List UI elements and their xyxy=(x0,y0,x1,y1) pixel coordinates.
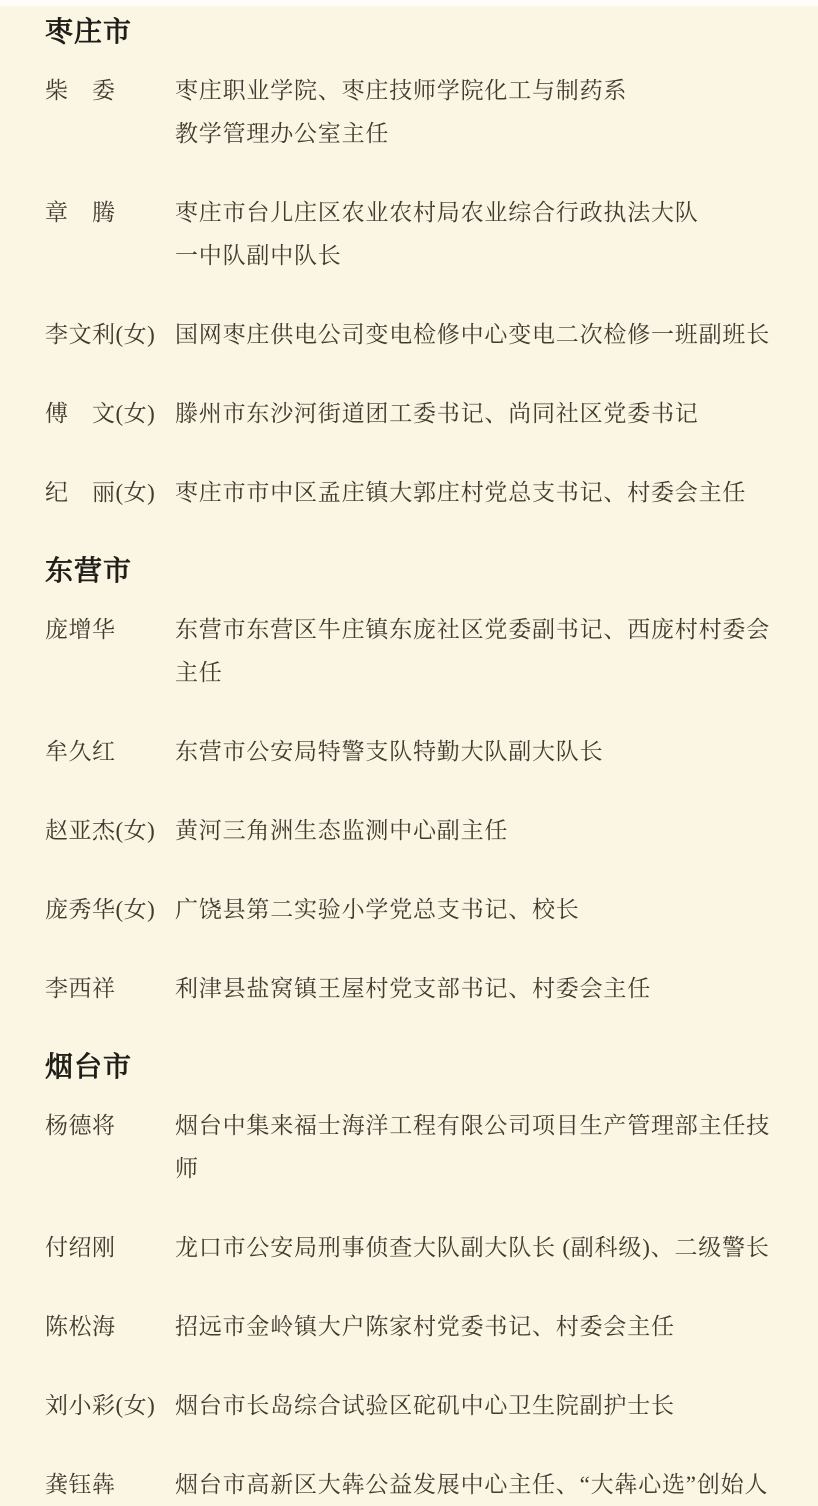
position-line: 烟台市高新区大犇公益发展中心主任、“大犇心选”创始人 xyxy=(175,1472,769,1497)
person-entry xyxy=(45,809,778,852)
person-position xyxy=(175,888,778,931)
person-entry xyxy=(45,191,778,277)
position-line: 枣庄市市中区孟庄镇大郭庄村党总支书记、村委会主任 xyxy=(175,480,747,505)
person-entry xyxy=(45,471,778,514)
position-line: 教学管理办公室主任 xyxy=(175,121,390,146)
person-name: 赵亚杰(女) xyxy=(45,818,156,843)
person-name: 庞秀华(女) xyxy=(45,897,156,922)
person-position xyxy=(175,1463,778,1506)
section-dongying xyxy=(45,554,778,1010)
person-entry xyxy=(45,1226,778,1269)
position-line: 利津县盐窝镇王屋村党支部书记、村委会主任 xyxy=(175,976,651,1001)
person-entry xyxy=(45,730,778,773)
person-name: 牟久红 xyxy=(45,739,116,764)
person-entry xyxy=(45,1384,778,1427)
position-line: 一中队副中队长 xyxy=(175,243,342,268)
person-position xyxy=(175,967,778,1010)
person-position xyxy=(175,69,778,155)
person-entry xyxy=(45,888,778,931)
position-line: 烟台市长岛综合试验区砣矶中心卫生院副护士长 xyxy=(175,1393,675,1418)
position-line: 滕州市东沙河街道团工委书记、尚同社区党委书记 xyxy=(175,401,699,426)
person-position xyxy=(175,471,778,514)
position-line: 烟台中集来福士海洋工程有限公司项目生产管理部主任技师 xyxy=(175,1113,770,1181)
position-line: 黄河三角洲生态监测中心副主任 xyxy=(175,818,509,843)
commendation-roster-page xyxy=(0,6,818,1506)
person-name: 陈松海 xyxy=(45,1314,116,1339)
person-name: 付绍刚 xyxy=(45,1235,116,1260)
section-yantai xyxy=(45,1050,778,1506)
person-name: 龚钰犇 xyxy=(45,1472,116,1497)
person-name: 刘小彩(女) xyxy=(45,1393,156,1418)
person-position xyxy=(175,1305,778,1348)
person-entry xyxy=(45,69,778,155)
person-position xyxy=(175,608,778,694)
person-position xyxy=(175,313,778,356)
section-title: 东营市 xyxy=(45,555,133,586)
person-position xyxy=(175,191,778,277)
person-position xyxy=(175,1226,778,1269)
person-position xyxy=(175,809,778,852)
person-name: 章 腾 xyxy=(45,200,116,225)
position-line: 广饶县第二实验小学党总支书记、校长 xyxy=(175,897,580,922)
person-name: 李文利(女) xyxy=(45,322,156,347)
person-entry xyxy=(45,608,778,694)
person-name: 纪 丽(女) xyxy=(45,480,156,505)
person-entry xyxy=(45,1305,778,1348)
section-zaozhuang xyxy=(45,15,778,514)
person-name: 杨德将 xyxy=(45,1113,116,1138)
person-name: 柴 委 xyxy=(45,78,116,103)
position-line: 国网枣庄供电公司变电检修中心变电二次检修一班副班长 xyxy=(175,322,770,347)
position-line: 枣庄市台儿庄区农业农村局农业综合行政执法大队 xyxy=(175,200,699,225)
person-entry xyxy=(45,967,778,1010)
section-title: 烟台市 xyxy=(45,1051,133,1082)
section-title: 枣庄市 xyxy=(45,16,133,47)
position-line: 东营市东营区牛庄镇东庞社区党委副书记、西庞村村委会主任 xyxy=(175,617,770,685)
person-entry xyxy=(45,1463,778,1506)
position-line: 枣庄职业学院、枣庄技师学院化工与制药系 xyxy=(175,78,628,103)
person-entry xyxy=(45,313,778,356)
person-position xyxy=(175,392,778,435)
position-line: 招远市金岭镇大户陈家村党委书记、村委会主任 xyxy=(175,1314,675,1339)
person-name: 庞增华 xyxy=(45,617,116,642)
position-line: 龙口市公安局刑事侦查大队副大队长 (副科级)、二级警长 xyxy=(175,1235,770,1260)
position-line: 东营市公安局特警支队特勤大队副大队长 xyxy=(175,739,604,764)
person-position xyxy=(175,1384,778,1427)
person-name: 李西祥 xyxy=(45,976,116,1001)
person-position xyxy=(175,1104,778,1190)
person-entry xyxy=(45,392,778,435)
person-entry xyxy=(45,1104,778,1190)
person-name: 傅 文(女) xyxy=(45,401,156,426)
person-position xyxy=(175,730,778,773)
